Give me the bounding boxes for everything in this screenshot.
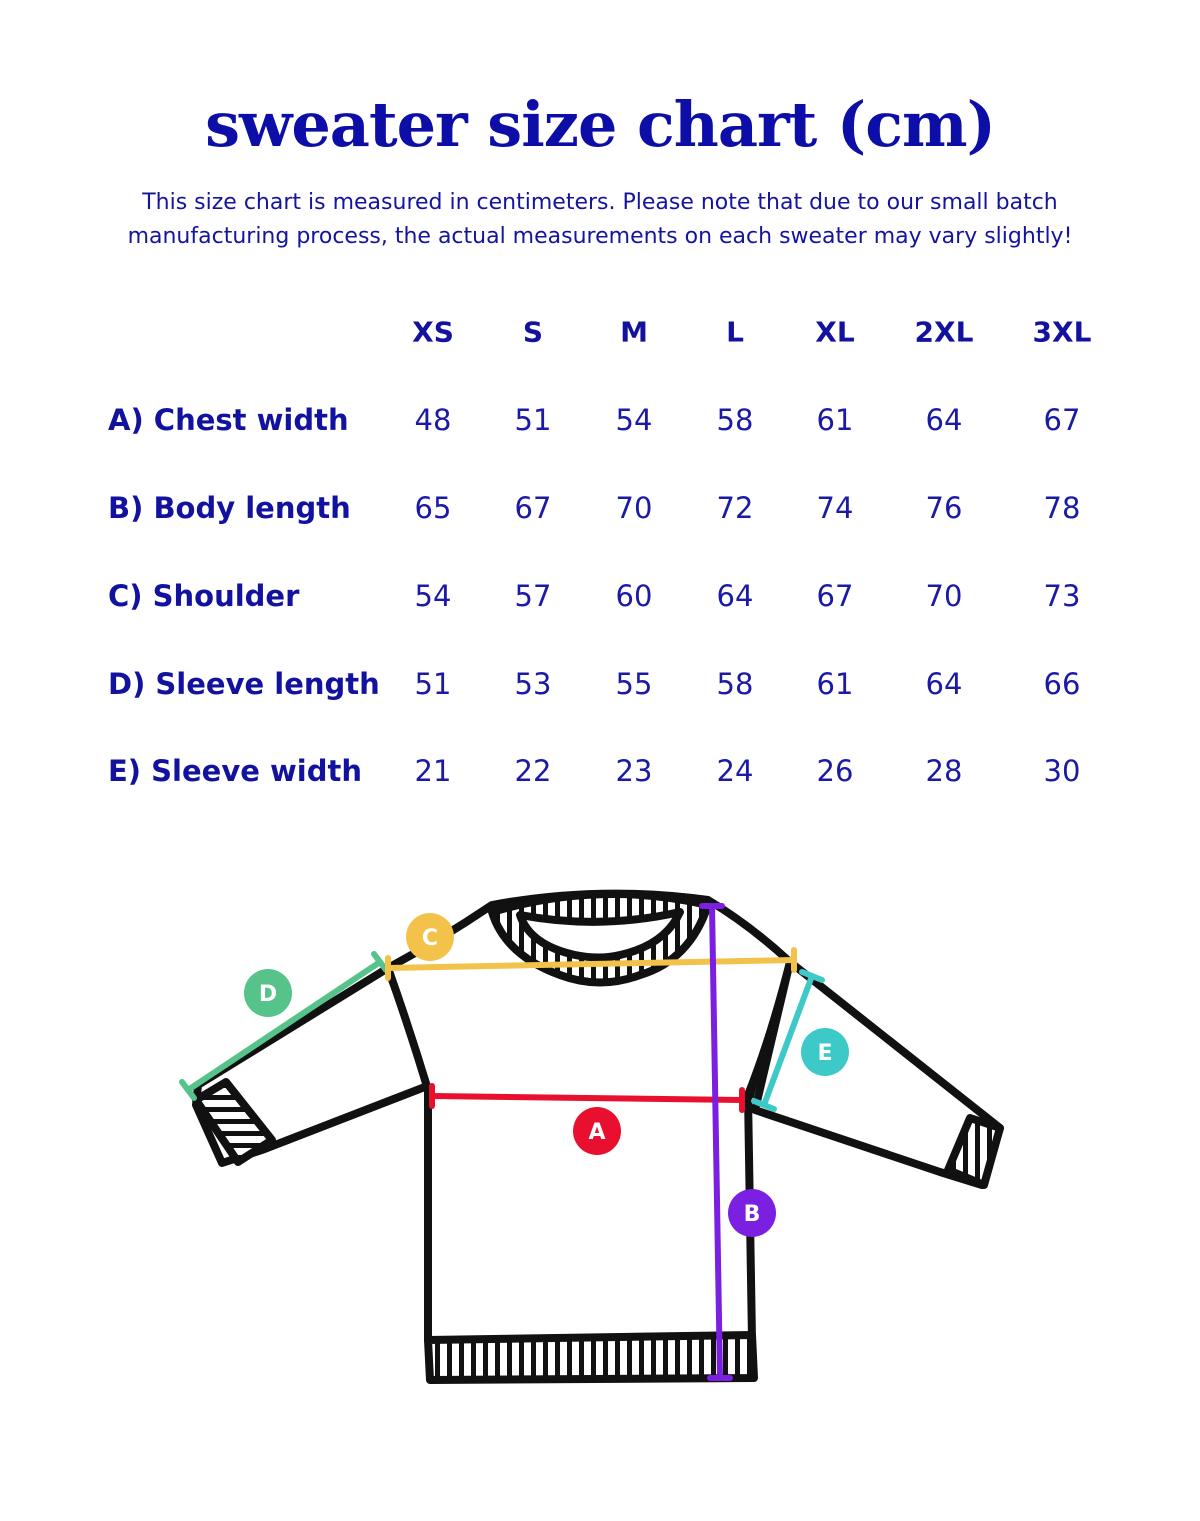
table-cell: 65	[414, 491, 452, 525]
table-cell: 24	[716, 754, 754, 788]
table-cell: 30	[1043, 754, 1081, 788]
size-header-3xl: 3XL	[1032, 315, 1092, 349]
marker-d-label: D	[258, 982, 278, 1007]
table-cell: 55	[615, 667, 653, 701]
row-label-chest-width: A) Chest width	[108, 403, 349, 437]
table-cell: 57	[514, 579, 552, 613]
table-cell: 51	[514, 403, 552, 437]
size-header-xs: XS	[412, 315, 454, 349]
marker-a-label: A	[588, 1120, 606, 1145]
table-cell: 67	[816, 579, 854, 613]
size-header-s: S	[522, 315, 544, 349]
size-header-m: M	[620, 315, 648, 349]
table-cell: 73	[1043, 579, 1081, 613]
row-label-sleeve-length: D) Sleeve length	[108, 667, 380, 701]
table-cell: 70	[925, 579, 963, 613]
marker-b-label: B	[743, 1202, 761, 1227]
marker-b-icon	[728, 1189, 776, 1237]
marker-e-icon	[801, 1028, 849, 1076]
table-cell: 64	[716, 579, 754, 613]
marker-d-icon	[244, 969, 292, 1017]
page-subtitle: This size chart is measured in centimeters. Please note that due to our small batch manufacturing process, the actual measurements on each sweater may vary slightly!	[127, 190, 1073, 249]
table-cell: 58	[716, 403, 754, 437]
table-cell: 72	[716, 491, 754, 525]
page-title: sweater size chart (cm)	[205, 88, 995, 161]
table-cell: 64	[925, 403, 963, 437]
table-cell: 51	[414, 667, 452, 701]
marker-c-icon	[406, 913, 454, 961]
table-cell: 58	[716, 667, 754, 701]
table-cell: 28	[925, 754, 963, 788]
row-label-sleeve-width: E) Sleeve width	[108, 754, 362, 788]
table-cell: 70	[615, 491, 653, 525]
table-cell: 67	[1043, 403, 1081, 437]
table-cell: 22	[514, 754, 552, 788]
sweater-diagram	[0, 860, 1200, 1420]
table-cell: 61	[816, 667, 854, 701]
table-cell: 66	[1043, 667, 1081, 701]
row-label-body-length: B) Body length	[108, 491, 351, 525]
table-cell: 67	[514, 491, 552, 525]
table-cell: 54	[615, 403, 653, 437]
size-header-2xl: 2XL	[914, 315, 974, 349]
table-cell: 23	[615, 754, 653, 788]
table-cell: 53	[514, 667, 552, 701]
table-cell: 48	[414, 403, 452, 437]
table-cell: 74	[816, 491, 854, 525]
table-cell: 54	[414, 579, 452, 613]
size-header-xl: XL	[815, 315, 855, 349]
table-cell: 78	[1043, 491, 1081, 525]
size-header-l: L	[726, 315, 744, 349]
table-cell: 60	[615, 579, 653, 613]
table-cell: 21	[414, 754, 452, 788]
marker-a-icon	[573, 1107, 621, 1155]
marker-e-label: E	[817, 1041, 833, 1066]
table-cell: 64	[925, 667, 963, 701]
table-cell: 61	[816, 403, 854, 437]
row-label-shoulder: C) Shoulder	[108, 579, 300, 613]
table-cell: 76	[925, 491, 963, 525]
table-cell: 26	[816, 754, 854, 788]
marker-c-label: C	[421, 926, 439, 951]
